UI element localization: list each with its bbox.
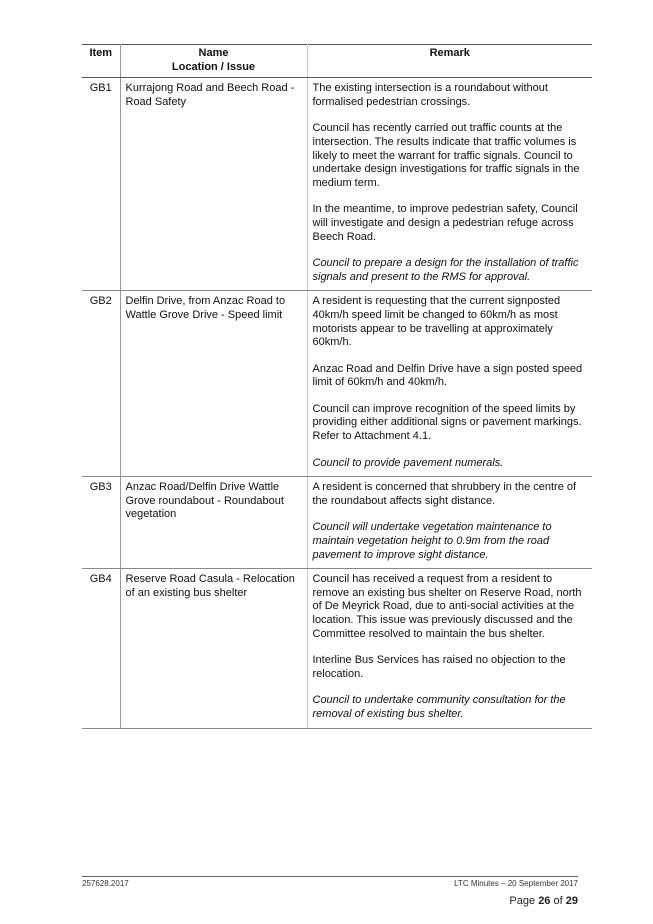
action-remark: Council will undertake vegetation maintenance to maintain vegetation height to 0.9m from the road pavement to improve sight distance. — [312, 521, 552, 561]
remark-cell — [307, 291, 592, 477]
page-prefix: Page — [509, 895, 536, 907]
table-body — [82, 78, 592, 728]
table-header-row — [82, 45, 592, 78]
remark-paragraph: The existing intersection is a roundabout without formalised pedestrian crossings. — [312, 82, 548, 108]
items-table — [82, 44, 592, 729]
action-remark: Council to prepare a design for the installation of traffic signals and present to the RMS for approval. — [312, 257, 579, 283]
remark-paragraph: Council has received a request from a resident to remove an existing bus shelter on Reserve Road, north of De Meyrick Road, due to anti-social activities at the location. This issue was previously discussed and the Committee resolved to maintain the bus shelter. — [312, 573, 582, 640]
remark-cell — [307, 477, 592, 569]
location-issue: Reserve Road Casula - Relocation of an existing bus shelter — [120, 569, 307, 728]
action-remark: Council to undertake community consultation for the removal of existing bus shelter. — [312, 694, 566, 720]
header-item: Item — [82, 45, 120, 78]
remark-paragraph: A resident is requesting that the current signposted 40km/h speed limit be changed to 60km/h as most motorists appear to be travelling at approximately 60km/h. — [312, 295, 561, 349]
table-row — [82, 477, 592, 569]
item-code: GB1 — [82, 78, 120, 291]
header-name-line2: Location / Issue — [171, 60, 256, 73]
header-name-line1: Name — [198, 47, 229, 59]
footer-reference: 257628.2017 — [82, 879, 129, 888]
table-row — [82, 78, 592, 291]
remark-paragraph: In the meantime, to improve pedestrian safety, Council will investigate and design a pedestrian refuge across Beech Road. — [312, 203, 578, 243]
header-remark: Remark — [307, 45, 592, 78]
table-row — [82, 569, 592, 728]
item-code: GB2 — [82, 291, 120, 477]
item-code: GB4 — [82, 569, 120, 728]
remark-paragraph: Anzac Road and Delfin Drive have a sign posted speed limit of 60km/h and 40km/h. — [312, 362, 583, 389]
footer-document-title: LTC Minutes – 20 September 2017 — [454, 879, 578, 888]
page-total: 29 — [565, 895, 578, 907]
location-issue: Anzac Road/Delfin Drive Wattle Grove roundabout - Roundabout vegetation — [120, 477, 307, 569]
page-current: 26 — [538, 895, 551, 907]
remark-cell — [307, 78, 592, 291]
remark-paragraph: A resident is concerned that shrubbery in the centre of the roundabout affects sight distance. — [312, 481, 577, 507]
remark-paragraph: Interline Bus Services has raised no objection to the relocation. — [312, 654, 566, 680]
page-number — [509, 895, 578, 907]
location-issue: Delfin Drive, from Anzac Road to Wattle Grove Drive - Speed limit — [120, 291, 307, 477]
remark-cell — [307, 569, 592, 728]
footer — [82, 876, 578, 888]
item-code: GB3 — [82, 477, 120, 569]
table-row — [82, 291, 592, 477]
page-of: of — [553, 895, 563, 907]
location-issue: Kurrajong Road and Beech Road - Road Safety — [120, 78, 307, 291]
remark-paragraph: Council can improve recognition of the speed limits by providing either additional signs or pavement markings. Refer to Attachment 4.1. — [312, 402, 582, 443]
header-name — [120, 45, 307, 78]
action-remark: Council to provide pavement numerals. — [312, 456, 504, 469]
remark-paragraph: Council has recently carried out traffic counts at the intersection. The results indicate that traffic volumes is likely to meet the warrant for traffic signals. Council to undertake design investigations for traffic signals in the medium term. — [312, 122, 580, 189]
